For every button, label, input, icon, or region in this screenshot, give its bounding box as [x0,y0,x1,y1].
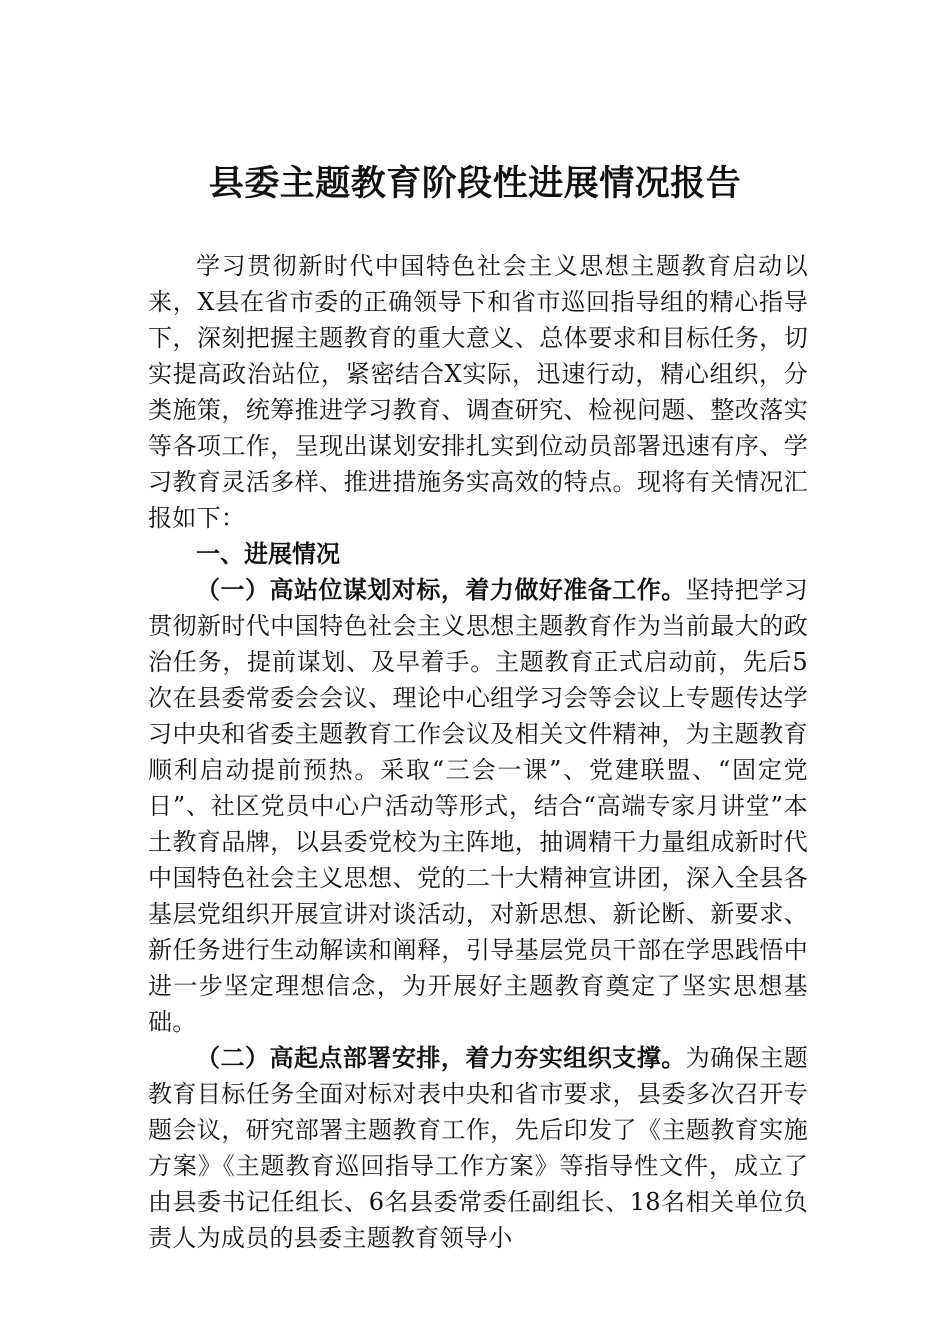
item-2-paragraph [148,1040,808,1256]
item-2-body: 为确保主题教育目标任务全面对标对表中央和省市要求，县委多次召开专题会议，研究部署主题教育工作，先后印发了《主题教育实施方案》《主题教育巡回指导工作方案》等指导性文件，成立了由县委书记任组长、6名县委常委任副组长、18名相关单位负责人为成员的县委主题教育领导小 [148,1044,808,1252]
item-1-body: 坚持把学习贯彻新时代中国特色社会主义思想主题教育作为当前最大的政治任务，提前谋划、及早着手。主题教育正式启动前，先后5次在县委常委会会议、理论中心组学习会等会议上专题传达学习中央和省委主题教育工作会议及相关文件精神，为主题教育顺利启动提前预热。采取“三会一课”、党建联盟、“固定党日”、社区党员中心户活动等形式，结合“高端专家月讲堂”本土教育品牌，以县委党校为主阵地，抽调精干力量组成新时代中国特色社会主义思想、党的二十大精神宣讲团，深入全县各基层党组织开展宣讲对谈活动，对新思想、新论断、新要求、新任务进行生动解读和阐释，引导基层党员干部在学思践悟中进一步坚定理想信念，为开展好主题教育奠定了坚实思想基础。 [148,576,808,1036]
intro-paragraph: 学习贯彻新时代中国特色社会主义思想主题教育启动以来，X县在省市委的正确领导下和省市巡回指导组的精心指导下，深刻把握主题教育的重大意义、总体要求和目标任务，切实提高政治站位，紧密结合X实际，迅速行动，精心组织，分类施策，统筹推进学习教育、调查研究、检视问题、整改落实等各项工作，呈现出谋划安排扎实到位动员部署迅速有序、学习教育灵活多样、推进措施务实高效的特点。现将有关情况汇报如下： [148,252,808,532]
section-heading-progress: 一、进展情况 [196,540,340,568]
item-2-heading: （二）高起点部署安排，着力夯实组织支撑。 [196,1043,686,1072]
item-1-paragraph [148,572,808,1040]
item-1-heading: （一）高站位谋划对标，着力做好准备工作。 [196,575,686,604]
document-body [148,248,808,1256]
document-title: 县委主题教育阶段性进展情况报告 [208,163,742,204]
